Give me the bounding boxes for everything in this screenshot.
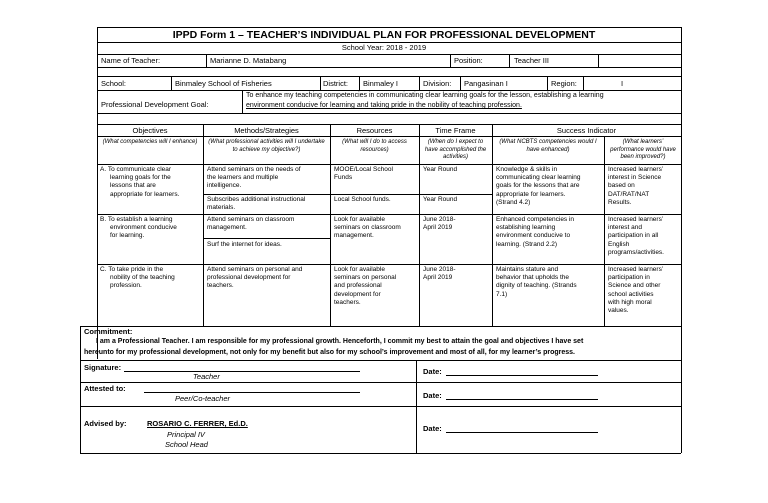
row-line <box>97 264 681 265</box>
division-value: Pangasinan I <box>464 79 508 88</box>
row-b-learners: Increased learners’ interest and participation in all English programs/activities. <box>608 216 664 256</box>
district-value: Binmaley I <box>363 79 399 88</box>
signature-label: Signature: <box>84 363 122 372</box>
col-line <box>242 90 243 113</box>
col-line <box>460 76 461 90</box>
col-line <box>320 76 321 90</box>
attested-label: Attested to: <box>84 384 126 393</box>
subheader-objectives: (What competencies will I enhance) <box>102 139 198 145</box>
form-border-top <box>97 27 681 28</box>
date-line-2[interactable] <box>446 399 598 400</box>
form-border-right <box>681 27 682 359</box>
division-label: Division: <box>423 79 452 88</box>
col-line <box>203 124 204 326</box>
name-label: Name of Teacher: <box>101 56 161 65</box>
row-b-ncbts: Enhanced competencies in establishing learning environment conducive to learning. (Strand 2.2) <box>496 216 575 248</box>
subheader-resources: (What will I do to access resources) <box>342 139 407 153</box>
position-value: Teacher III <box>514 56 550 65</box>
school-label: School: <box>101 79 127 88</box>
row-a-time-1: Year Round <box>423 166 458 173</box>
signature-line[interactable] <box>124 371 360 372</box>
row-line <box>97 76 681 77</box>
commitment-label: Commitment: <box>84 327 133 336</box>
col-line <box>583 76 584 90</box>
section-border-left <box>80 326 81 453</box>
section-line <box>80 453 681 454</box>
section-border-right <box>681 326 682 453</box>
col-line <box>419 76 420 90</box>
col-line <box>604 136 605 326</box>
header-success-indicator: Success Indicator <box>556 126 617 135</box>
row-a-learners: Increased learners’ interest in Science based on DAT/RAT/NAT Results. <box>608 166 664 206</box>
row-line <box>97 326 681 327</box>
col-line <box>359 76 360 90</box>
commitment-line1: I am a Professional Teacher. I am responsible for my professional growth. Henceforth, I commit my best to attain the goal and objectives I have set <box>96 338 584 345</box>
row-b-method-2: Surf the internet for ideas. <box>207 241 282 248</box>
col-line <box>419 124 420 326</box>
commitment-line2: hereunto for my professional development, not only for my benefit but also for my school’s improvement and most of all, for my learner’s progress. <box>84 349 575 356</box>
row-line <box>97 124 681 125</box>
section-line <box>80 360 681 361</box>
teacher-caption: Teacher <box>193 372 220 381</box>
row-a-resource-2: Local School funds. <box>334 196 391 203</box>
cell-split-line <box>419 194 492 195</box>
col-line <box>330 124 331 326</box>
row-line <box>97 67 681 68</box>
header-time-frame: Time Frame <box>435 126 476 135</box>
row-line <box>97 54 681 55</box>
cell-split-line <box>330 194 419 195</box>
form-title: IPPD Form 1 – TEACHER’S INDIVIDUAL PLAN FOR PROFESSIONAL DEVELOPMENT <box>172 29 596 41</box>
advisor-title-2: School Head <box>165 440 208 449</box>
header-resources: Resources <box>356 126 393 135</box>
row-c-learners: Increased learners’ participation in Science and other school activities with high moral values. <box>608 266 664 315</box>
row-b-time: June 2018- April 2019 <box>423 216 456 232</box>
row-c-resources: Look for available seminars on personal and professional development for teachers. <box>334 266 397 306</box>
row-a-objective: A. To communicate clear learning goals for the lessons that are appropriate for learners. <box>100 166 180 198</box>
name-value: Marianne D. Matabang <box>210 56 287 65</box>
section-line <box>80 406 681 407</box>
col-line <box>416 360 417 453</box>
row-a-method-1: Attend seminars on the needs of the learners and multiple intelligence. <box>207 166 301 190</box>
subheader-learners: (What learners’ performance would have been improved?) <box>610 139 676 160</box>
goal-text-line2: environment conducive for learning and taking pride in the nobility of teaching profession. <box>246 102 522 109</box>
region-value: I <box>621 79 624 88</box>
col-line <box>206 54 207 67</box>
row-a-method-2: Subscribes additional instructional materials. <box>207 196 306 212</box>
col-line <box>598 54 599 67</box>
row-c-methods: Attend seminars on personal and professional development for teachers. <box>207 266 303 290</box>
cell-split-line <box>203 238 330 239</box>
advisor-title-1: Principal IV <box>167 430 205 439</box>
peer-caption: Peer/Co-teacher <box>175 394 231 403</box>
date-line-3[interactable] <box>446 432 598 433</box>
date-line-1[interactable] <box>446 375 598 376</box>
header-objectives: Objectives <box>132 126 168 135</box>
row-line <box>97 113 681 114</box>
row-c-objective: C. To take pride in the nobility of the teaching profession. <box>100 266 175 290</box>
attested-signature-line[interactable] <box>144 392 360 393</box>
region-label: Region: <box>551 79 577 88</box>
row-a-time-2: Year Round <box>423 196 458 203</box>
row-a-resource-1: MOOE/Local School Funds <box>334 166 393 182</box>
row-c-time: June 2018- April 2019 <box>423 266 456 282</box>
col-line <box>450 54 451 67</box>
subheader-methods: (What professional activities will I undertake to achieve my objective?) <box>208 139 325 153</box>
advisor-name: ROSARIO C. FERRER, Ed.D. <box>147 419 248 428</box>
col-line <box>171 76 172 90</box>
advised-label: Advised by: <box>84 419 127 428</box>
subheader-ncbts: (What NCBTS competencies would I have enhanced) <box>499 139 597 153</box>
col-line <box>509 54 510 67</box>
row-b-resources: Look for available seminars on classroom management. <box>334 216 401 240</box>
row-line <box>97 90 681 91</box>
date-label-3: Date: <box>423 424 442 433</box>
row-c-ncbts: Maintains stature and behavior that upholds the dignity of teaching. (Strands 7.1) <box>496 266 577 298</box>
row-line <box>97 164 681 165</box>
goal-label: Professional Development Goal: <box>101 100 209 109</box>
row-b-objective: B. To establish a learning environment conducive for learning. <box>100 216 177 240</box>
goal-text-line1: To enhance my teaching competencies in communicating clear learning goals for the lesson, establishing a learning <box>246 92 604 99</box>
section-line <box>80 382 681 383</box>
school-year: School Year: 2018 - 2019 <box>341 43 427 52</box>
date-label-1: Date: <box>423 367 442 376</box>
row-line <box>97 136 681 137</box>
col-line <box>492 124 493 326</box>
row-a-ncbts: Knowledge & skills in communicating clear learning goals for the lessons that are appropriate for learners. (Strand 4.2) <box>496 166 581 206</box>
cell-split-line <box>203 194 330 195</box>
col-line <box>547 76 548 90</box>
header-methods: Methods/Strategies <box>234 126 299 135</box>
school-value: Binmaley School of Fisheries <box>175 79 272 88</box>
district-label: District: <box>323 79 348 88</box>
row-line <box>97 214 681 215</box>
date-label-2: Date: <box>423 391 442 400</box>
position-label: Position: <box>454 56 483 65</box>
subheader-time-frame: (When do I expect to have accomplished the activities) <box>424 139 487 160</box>
row-b-method-1: Attend seminars on classroom management. <box>207 216 295 232</box>
